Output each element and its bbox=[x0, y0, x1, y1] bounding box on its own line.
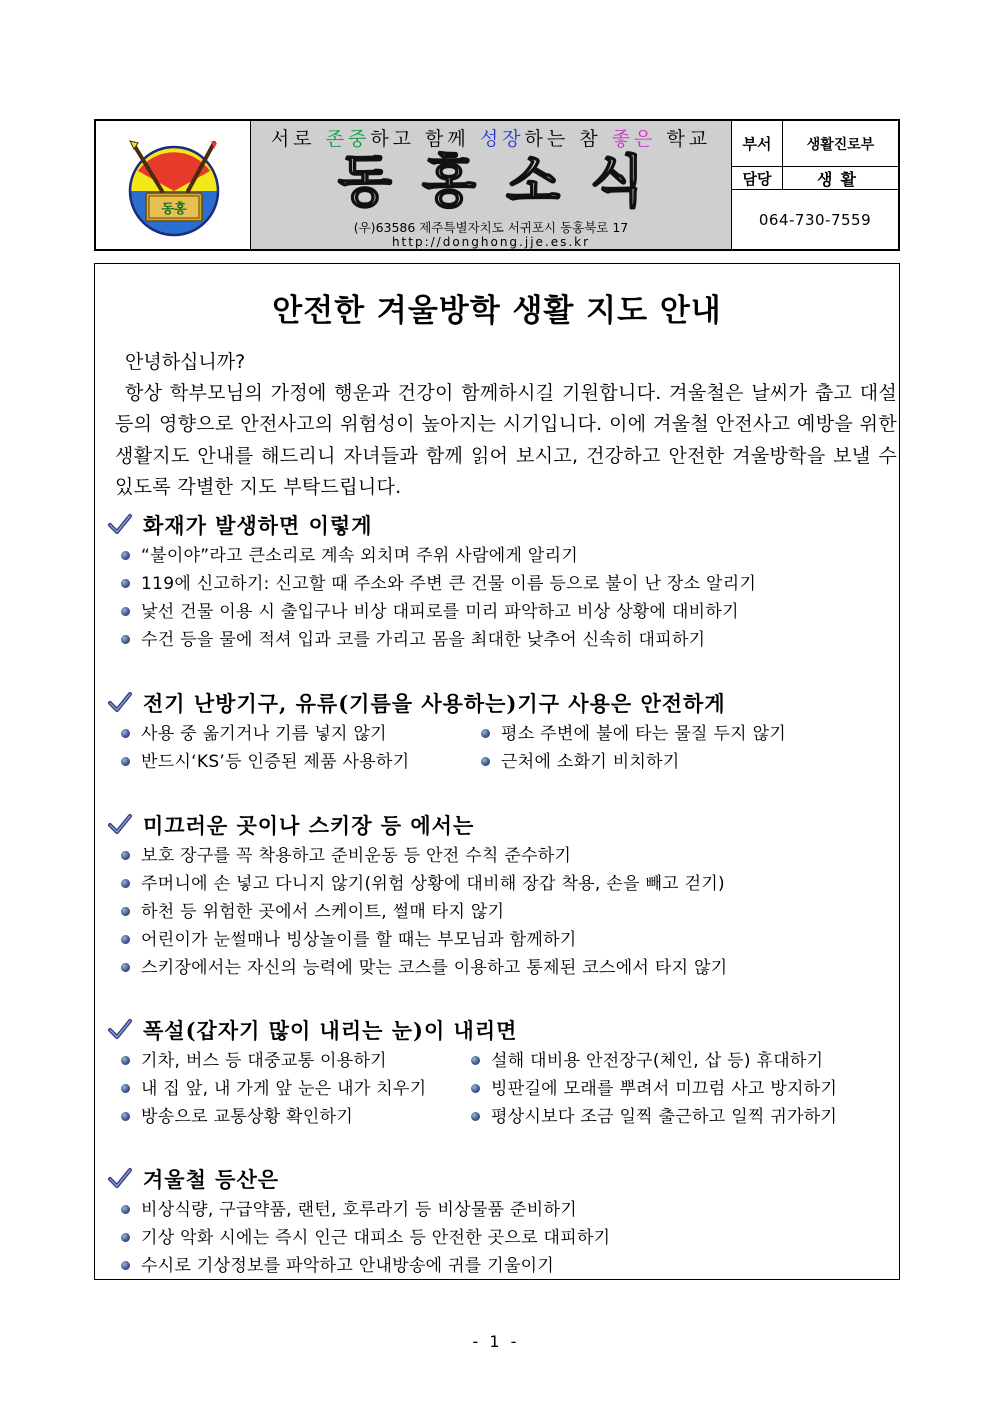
manager-label: 담당 bbox=[732, 167, 783, 189]
slogan-part: 서로 bbox=[270, 128, 326, 150]
section-heading: 폭설(갑자기 많이 내리는 눈)이 내리면 bbox=[143, 1018, 518, 1043]
checkmark-icon bbox=[107, 513, 133, 537]
list-item bbox=[107, 870, 897, 898]
school-url: http://donghong.jje.es.kr bbox=[391, 235, 591, 249]
bullet-dot-icon bbox=[471, 1056, 480, 1065]
bullet-dot-icon bbox=[121, 1056, 130, 1065]
bullet-dot-icon bbox=[121, 1233, 130, 1242]
school-slogan bbox=[251, 124, 731, 151]
section-heading-row bbox=[107, 688, 897, 718]
list-item bbox=[107, 954, 897, 982]
list-item bbox=[107, 1047, 457, 1075]
section-heading: 겨울철 등산은 bbox=[143, 1167, 280, 1192]
bullet-dot-icon bbox=[481, 757, 490, 766]
list-item bbox=[107, 1252, 897, 1280]
list-item bbox=[457, 1103, 897, 1131]
dept-row bbox=[732, 121, 898, 167]
list-item-text: 설해 대비용 안전장구(체인, 삽 등) 휴대하기 bbox=[491, 1051, 824, 1071]
bullet-dot-icon bbox=[121, 635, 130, 644]
list-item-text: 근처에 소화기 비치하기 bbox=[501, 752, 680, 772]
list-item-text: 낯선 건물 이용 시 출입구나 비상 대피로를 미리 파악하고 비상 상황에 대비하기 bbox=[141, 602, 739, 622]
list-item bbox=[107, 626, 897, 654]
checkmark-icon bbox=[107, 813, 133, 837]
slogan-part: 학교 bbox=[656, 128, 712, 150]
list-item bbox=[107, 898, 897, 926]
bullet-dot-icon bbox=[481, 729, 490, 738]
list-item-text: 평소 주변에 불에 타는 물질 두지 않기 bbox=[501, 724, 787, 744]
manager-row bbox=[732, 167, 898, 190]
dept-label: 부서 bbox=[732, 121, 783, 166]
newsletter-header bbox=[94, 119, 900, 251]
slogan-word-growth: 성장 bbox=[479, 128, 525, 150]
bullet-dot-icon bbox=[121, 935, 130, 944]
list-item-text: 주머니에 손 넣고 다니지 않기(위험 상황에 대비해 장갑 착용, 손을 빼고 걷기) bbox=[141, 874, 725, 894]
bullet-dot-icon bbox=[121, 1084, 130, 1093]
checkmark-icon bbox=[107, 691, 133, 715]
list-item-text: 기차, 버스 등 대중교통 이용하기 bbox=[141, 1051, 387, 1071]
section-heading-row bbox=[107, 810, 897, 840]
bullet-dot-icon bbox=[121, 551, 130, 560]
section-heading: 전기 난방기구, 유류(기름을 사용하는)기구 사용은 안전하게 bbox=[143, 691, 726, 716]
section-heading: 화재가 발생하면 이렇게 bbox=[143, 513, 373, 538]
section-heading-row bbox=[107, 510, 897, 540]
list-item-text: 평상시보다 조금 일찍 출근하고 일찍 귀가하기 bbox=[491, 1107, 838, 1127]
bullet-dot-icon bbox=[121, 1261, 130, 1270]
slogan-word-good: 좋은 bbox=[611, 128, 657, 150]
masthead bbox=[251, 121, 732, 249]
list-item bbox=[107, 542, 897, 570]
slogan-part: 하는 참 bbox=[524, 128, 612, 150]
main-content bbox=[94, 263, 900, 1280]
list-item bbox=[467, 748, 897, 776]
list-item-text: 어린이가 눈썰매나 빙상놀이를 할 때는 부모님과 함께하기 bbox=[141, 930, 577, 950]
bullet-dot-icon bbox=[471, 1084, 480, 1093]
section-heading-row bbox=[107, 1164, 897, 1194]
list-item-text: 방송으로 교통상황 확인하기 bbox=[141, 1107, 354, 1127]
bullet-dot-icon bbox=[121, 879, 130, 888]
intro-text bbox=[115, 347, 897, 503]
list-item-text: 하천 등 위험한 곳에서 스케이트, 썰매 타지 않기 bbox=[141, 902, 505, 922]
list-item-text: 반드시‘KS’등 인증된 제품 사용하기 bbox=[141, 752, 410, 772]
bullet-dot-icon bbox=[121, 579, 130, 588]
greeting: 안녕하십니까? bbox=[125, 351, 246, 373]
list-item bbox=[107, 926, 897, 954]
list-item bbox=[107, 842, 897, 870]
bullet-dot-icon bbox=[471, 1112, 480, 1121]
bullet-dot-icon bbox=[121, 851, 130, 860]
list-item-text: 보호 장구를 꼭 착용하고 준비운동 등 안전 수칙 준수하기 bbox=[141, 846, 572, 866]
bullet-dot-icon bbox=[121, 1112, 130, 1121]
section-fire bbox=[107, 510, 897, 654]
dept-value: 생활진로부 bbox=[806, 136, 875, 153]
bullet-dot-icon bbox=[121, 729, 130, 738]
phone-number: 064-730-7559 bbox=[758, 210, 872, 229]
list-item bbox=[107, 570, 897, 598]
list-item bbox=[107, 720, 467, 748]
list-item bbox=[457, 1047, 897, 1075]
checkmark-icon bbox=[107, 1018, 133, 1042]
list-item-text: 비상식량, 구급약품, 랜턴, 호루라기 등 비상물품 준비하기 bbox=[141, 1200, 577, 1220]
list-item bbox=[467, 720, 897, 748]
bullet-dot-icon bbox=[121, 757, 130, 766]
manager-value: 생활 bbox=[817, 169, 864, 189]
list-item-text: 사용 중 옮기거나 기름 넣지 않기 bbox=[141, 724, 387, 744]
page-number: - 1 - bbox=[472, 1332, 520, 1351]
newsletter-name: 동홍소식 bbox=[337, 150, 675, 215]
slogan-word-respect: 존중 bbox=[325, 128, 371, 150]
section-hiking bbox=[107, 1164, 897, 1280]
logo-text: 동홍 bbox=[161, 202, 187, 217]
slogan-part: 하고 함께 bbox=[370, 128, 480, 150]
section-slippery bbox=[107, 810, 897, 982]
bullet-dot-icon bbox=[121, 1205, 130, 1214]
list-item bbox=[107, 1103, 457, 1131]
section-heavy-snow bbox=[107, 1015, 897, 1131]
list-item-text: 내 집 앞, 내 가게 앞 눈은 내가 치우기 bbox=[141, 1079, 427, 1099]
list-item bbox=[107, 598, 897, 626]
list-item-text: 빙판길에 모래를 뿌려서 미끄럼 사고 방지하기 bbox=[491, 1079, 838, 1099]
bullet-dot-icon bbox=[121, 907, 130, 916]
bullet-dot-icon bbox=[121, 607, 130, 616]
list-item-text: 기상 악화 시에는 즉시 인근 대피소 등 안전한 곳으로 대피하기 bbox=[141, 1228, 611, 1248]
list-item-text: 수시로 기상정보를 파악하고 안내방송에 귀를 기울이기 bbox=[141, 1256, 555, 1276]
checkmark-icon bbox=[107, 1167, 133, 1191]
list-item-text: 119에 신고하기: 신고할 때 주소와 주변 큰 건물 이름 등으로 불이 난 장소 알리기 bbox=[141, 574, 757, 594]
contact-info bbox=[732, 121, 898, 249]
list-item-text: “불이야”라고 큰소리로 계속 외치며 주위 사람에게 알리기 bbox=[141, 546, 579, 566]
school-address: (우)63586 제주특별자치도 서귀포시 동홍북로 17 bbox=[353, 220, 629, 235]
school-logo-icon bbox=[118, 139, 230, 237]
section-heading: 미끄러운 곳이나 스키장 등 에서는 bbox=[143, 813, 475, 838]
list-item bbox=[107, 748, 467, 776]
list-item bbox=[107, 1196, 897, 1224]
intro-body: 항상 학부모님의 가정에 행운과 건강이 함께하시길 기원합니다. 겨울철은 날씨가 춥고 대설 등의 영향으로 안전사고의 위험성이 높아지는 시기입니다. 이에 겨울철 안전사고 예방을 위한 생활지도 안내를 해드리니 자녀들과 함께 읽어 보시고, 건강하고 안전한 겨울방학을 보낼 수 있도록 각별한 지도 부탁드립니다. bbox=[115, 382, 897, 498]
section-heading-row bbox=[107, 1015, 897, 1045]
list-item-text: 수건 등을 물에 적셔 입과 코를 가리고 몸을 최대한 낮추어 신속히 대피하기 bbox=[141, 630, 706, 650]
bullet-dot-icon bbox=[121, 963, 130, 972]
list-item bbox=[107, 1075, 457, 1103]
list-item bbox=[107, 1224, 897, 1252]
logo-cell bbox=[96, 121, 251, 249]
list-item-text: 스키장에서는 자신의 능력에 맞는 코스를 이용하고 통제된 코스에서 타지 않기 bbox=[141, 958, 728, 978]
section-heater bbox=[107, 688, 897, 776]
page-title: 안전한 겨울방학 생활 지도 안내 bbox=[272, 293, 722, 329]
list-item bbox=[457, 1075, 897, 1103]
